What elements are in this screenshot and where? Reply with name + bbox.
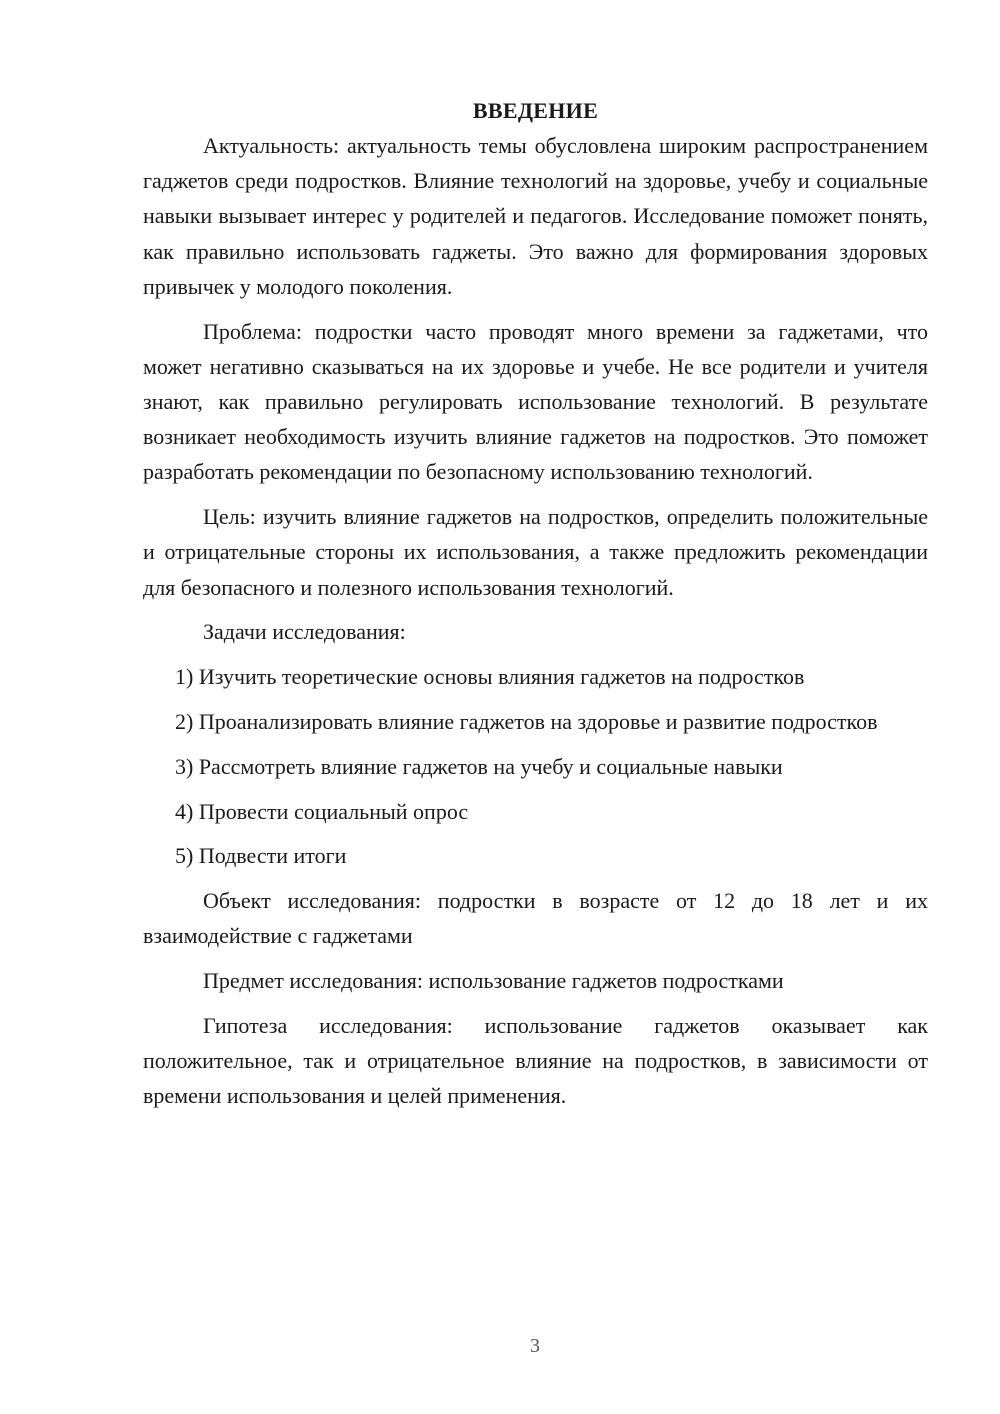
task-item-3: 3) Рассмотреть влияние гаджетов на учебу и социальные навыки — [175, 753, 783, 779]
section-title: ВВЕДЕНИЕ — [472, 98, 599, 123]
page-number: 3 — [530, 1335, 540, 1357]
tasks-heading: Задачи исследования: — [203, 619, 406, 645]
problem-paragraph: Проблема: подростки часто проводят много времени за гаджетами, что может негативно сказываться на их здоровье и учебе. Не все родители и учителя знают, как правильно регулировать использование технологий. В результате возникает необходимость изучить влияние гаджетов на подростков. Это поможет разработать рекомендации по безопасному использованию технологий. — [143, 318, 928, 485]
page-content — [143, 96, 928, 1123]
subject-paragraph: Предмет исследования: использование гаджетов подростками — [203, 968, 784, 994]
object-paragraph: Объект исследования: подростки в возрасте от 12 до 18 лет и их взаимодействие с гаджетами — [143, 888, 928, 949]
hypothesis-paragraph: Гипотеза исследования: использование гаджетов оказывает как положительное, так и отрицательное влияние на подростков, в зависимости от времени использования и целей применения. — [143, 1013, 928, 1109]
task-item-4: 4) Провести социальный опрос — [175, 798, 469, 824]
relevance-paragraph: Актуальность: актуальность темы обусловлена широким распространением гаджетов среди подростков. Влияние технологий на здоровье, учебу и социальные навыки вызывает интерес у родителей и педагогов. Исследование поможет понять, как правильно использовать гаджеты. Это важно для формирования здоровых привычек у молодого поколения. — [143, 133, 928, 299]
task-item-1: 1) Изучить теоретические основы влияния гаджетов на подростков — [175, 664, 805, 690]
goal-paragraph: Цель: изучить влияние гаджетов на подростков, определить положительные и отрицательные стороны их использования, а также предложить рекомендации для безопасного и полезного использования технологий. — [143, 504, 928, 600]
task-item-2: 2) Проанализировать влияние гаджетов на здоровье и развитие подростков — [175, 709, 878, 735]
task-item-5: 5) Подвести итоги — [175, 843, 347, 869]
